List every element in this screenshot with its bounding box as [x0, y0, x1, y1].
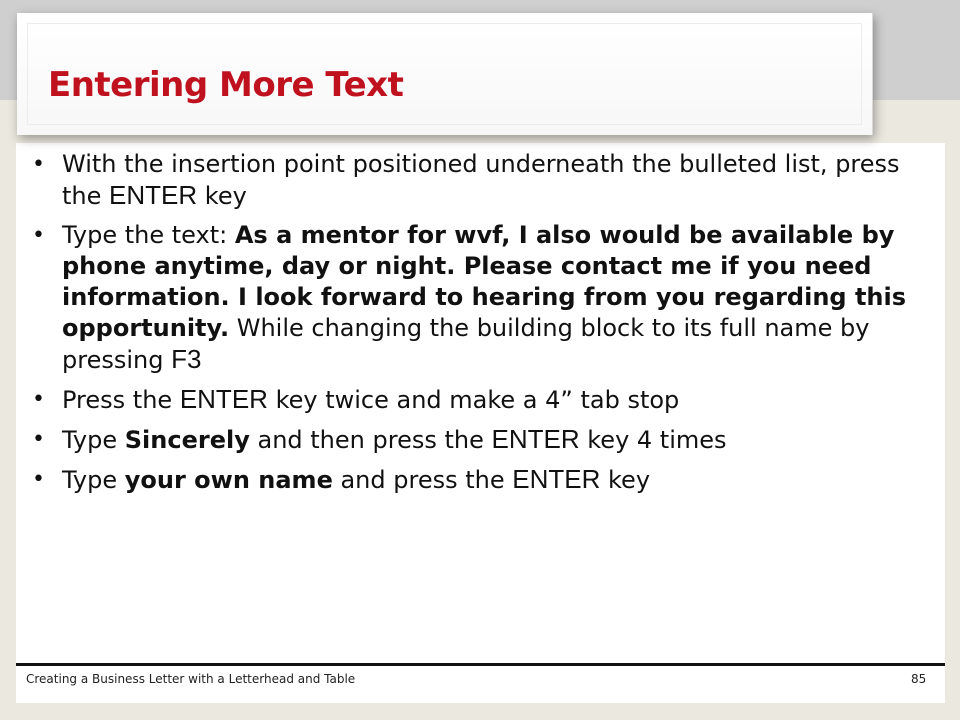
- bold-text: your own name: [124, 466, 333, 494]
- slide-title: Entering More Text: [48, 65, 404, 105]
- bullet-text: key: [197, 182, 247, 210]
- key-name: ENTER: [179, 384, 268, 414]
- bullet-item: [30, 464, 930, 496]
- key-name: ENTER: [109, 180, 198, 210]
- bullet-text: key twice and make a 4” tab stop: [267, 386, 680, 414]
- page-number: 85: [911, 672, 927, 686]
- bold-text: As a mentor for wvf, I also would be available by phone anytime, day or night. Please contact me if you need information. I look forward to hearing from you regarding this opportunity.: [62, 221, 907, 342]
- bullet-text: key: [600, 466, 651, 494]
- key-name: ENTER: [491, 424, 580, 454]
- bullet-dot-icon: •: [32, 152, 45, 177]
- bullet-text: Type: [62, 466, 125, 494]
- bullet-list: [30, 149, 930, 504]
- bullet-text: and then press the: [249, 426, 492, 454]
- key-name: ENTER: [512, 464, 601, 494]
- bold-text: Sincerely: [124, 426, 250, 454]
- bullet-text: Press the: [62, 386, 180, 414]
- bullet-item: [30, 220, 930, 376]
- key-name: F3: [171, 344, 202, 374]
- bullet-text: Type the text:: [62, 221, 235, 249]
- bullet-text: Type: [62, 426, 125, 454]
- bullet-dot-icon: •: [32, 467, 45, 492]
- bullet-text: While changing the building block to its full name by pressing: [62, 314, 870, 374]
- bullet-item: [30, 424, 930, 456]
- bullet-text: key 4 times: [579, 426, 727, 454]
- left-strip: [0, 100, 16, 720]
- bullet-dot-icon: •: [32, 427, 45, 452]
- bullet-item: [30, 149, 930, 212]
- bullet-text: and press the: [332, 466, 513, 494]
- bullet-text: With the insertion point positioned underneath the bulleted list, press the: [62, 150, 900, 210]
- title-box: [17, 13, 873, 135]
- bullet-item: [30, 384, 930, 416]
- footer-text: Creating a Business Letter with a Letterhead and Table: [26, 672, 356, 686]
- footer-rule: [16, 663, 945, 666]
- bullet-dot-icon: •: [32, 223, 45, 248]
- bullet-dot-icon: •: [32, 387, 45, 412]
